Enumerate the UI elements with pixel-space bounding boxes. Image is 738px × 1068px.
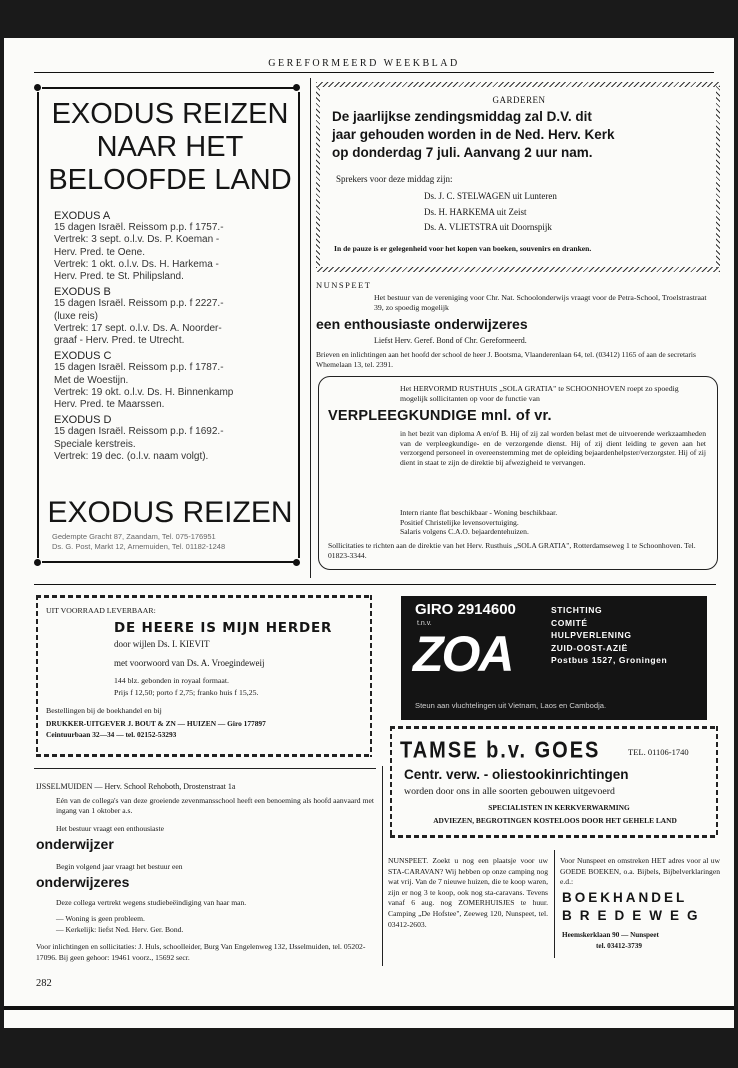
trip-line: Herv. Pred. te Oene. [54,246,145,258]
dashed-border-top [36,595,372,598]
tamse-line1: Centr. verw. - oliestookinrichtingen [404,767,629,782]
address-line: Gedempte Gracht 87, Zaandam, Tel. 075-176951 [52,532,216,541]
trip-line: 15 dagen Israël. Reissom p.p. f 1787.- [54,362,224,374]
trip-line: Herv. Pred. te Maarssen. [54,399,165,411]
exodus-headline [44,98,296,197]
book-author: door wijlen Ds. I. KIEVIT [114,639,210,649]
headline-line: BELOOFDE LAND [48,164,292,196]
bottom-rule [4,1006,734,1010]
trip-line: (luxe reis) [54,310,98,322]
book-foreword: met voorwoord van Ds. A. Vroegindeweij [114,658,265,668]
exodus-ad [34,80,306,570]
trip-line: Vertrek: 3 sept. o.l.v. Ds. P. Koeman - [54,234,220,246]
headline-line: De jaarlijkse zendingsmiddag zal D.V. dit [332,109,592,124]
book-address: Ceintuurbaan 32—34 — tel. 02152-53293 [46,730,177,739]
ijsselmuiden-contact: Voor inlichtingen en sollicitaties: J. Huls, schoolleider, Burg Van Engelenweg 132, IJsselmuiden, tel. 05202-17096. Bij geen gehoor: 19461 voorz., 15692 secr. [36,942,366,962]
garderen-note: In de pauze is er gelegenheid voor het kopen van boeken, souvenirs en dranken. [334,244,592,253]
masthead: GEREFORMEERD WEEKBLAD [268,58,460,69]
trip-line: Herv. Pred. te St. Philipsland. [54,271,184,283]
trip [54,350,294,411]
wavy-border-right [716,86,720,268]
corner-dot [34,84,41,91]
tamse-tel: TEL. 01106-1740 [628,747,689,757]
column-divider [310,78,311,578]
dashed-border-bottom [36,754,372,757]
frame-right [298,92,300,558]
zoa-logo: ZOA [413,626,513,682]
dashed-border-left [36,595,38,757]
garderen-speakers [424,189,714,236]
newspaper-page [4,38,734,1028]
book-kicker: UIT VOORRAAD LEVERBAAR: [46,606,156,615]
garderen-place: GARDEREN [492,95,546,105]
trip-line: Speciale kerstreis. [54,438,136,450]
zoa-org-line: COMITÉ [551,617,588,628]
rusthuis-intro: Het HERVORMD RUSTHUIS „SOLA GRATIA" te SCHOONHOVEN roept zo spoedig mogelijk sollicitanten op voor de functie van [400,384,679,403]
book-price: Prijs f 12,50; porto f 2,75; franko huis f 15,25. [114,688,259,697]
ijsselmuiden-p3: Begin volgend jaar vraagt het bestuur een [56,862,183,871]
trip-label: EXODUS C [54,350,112,363]
exodus-footer-title: EXODUS REIZEN [47,496,293,529]
book-details: 144 blz. gebonden in royaal formaat. [114,676,229,685]
rusthuis-contact: Sollicitaties te richten aan de direktie van het Herv. Rusthuis „SOLA GRATIA", Rotterdamseweg 1 te Schoonhoven. Tel. 01823-3344. [328,541,696,560]
wavy-border-left [316,86,320,268]
frame-top [42,87,296,89]
ijsselmuiden-h1: onderwijzer [36,836,114,852]
ijsselmuiden-h2: onderwijzeres [36,874,130,890]
trip-line: Vertrek: 1 okt. o.l.v. Ds. H. Harkema - [54,258,219,270]
zoa-org-line: Postbus 1527, Groningen [551,655,668,665]
dashed-border-top [390,726,718,729]
column-divider [554,850,555,958]
frame-bottom [42,561,296,563]
exodus-trips [54,210,294,463]
bullet-line: — Kerkelijk: liefst Ned. Herv. Ger. Bond. [56,924,184,934]
dashed-border-right [370,595,372,757]
trip-line: 15 dagen Israël. Reissom p.p. f 2227.- [54,298,224,310]
tamse-name: TAMSE b.v. GOES [400,738,601,764]
exodus-addresses [52,532,296,552]
bookshop-tel: tel. 03412-3739 [596,942,642,950]
extra-line: Salaris volgens C.A.O. bejaardentehuizen. [400,527,529,537]
trip-label: EXODUS B [54,286,111,299]
zoa-giro: GIRO 2914600 [415,601,516,618]
frame-left [37,92,39,558]
trip-line: Vertrek: 19 okt. o.l.v. Ds. H. Binnenkamp [54,386,234,398]
trip-line: graaf - Herv. Pred. te Utrecht. [54,335,185,347]
headline-line: NAAR HET [96,131,244,163]
trip-label: EXODUS A [54,210,111,222]
wavy-border-bottom [316,267,720,272]
caravan-ad: NUNSPEET. Zoekt u nog een plaatsje voor uw STA-CARAVAN? Wij hebben op onze camping nog wat vrij. Van de 7 nieuwe huizen, die te koop waren, zijn er nog 3 te koop, ook nog sta-caravans. Tevens vanaf 6 aug. nog ZOMERHUISJES te huur. Camping „De Hofstee", Zeeweg 120, Nunspeet, tel. 03412-2603. [388,856,548,929]
zoa-org-line: HULPVERLENING [551,630,632,640]
extra-line: Intern riante flat beschikbaar - Woning beschikbaar. [400,508,558,517]
rusthuis-headline: VERPLEEGKUNDIGE mnl. of vr. [328,408,552,424]
trip-line: 15 dagen Israël. Reissom p.p. f 1757.- [54,222,224,234]
ijsselmuiden-bullets [56,914,374,935]
headline-line: op donderdag 7 juli. Aanvang 2 uur nam. [332,145,593,160]
dashed-border-bottom [390,835,718,838]
dashed-border-right [716,726,718,838]
nunspeet-place: NUNSPEET [316,280,372,290]
book-publisher: DRUKKER-UITGEVER J. BOUT & ZN — HUIZEN — Giro 177897 [46,719,266,728]
dashed-border-left [390,726,392,838]
book-title: DE HEERE IS MIJN HERDER [114,620,333,636]
bookshop-intro: Voor Nunspeet en omstreken HET adres voor al uw GOEDE BOEKEN, o.a. Bijbels, Bijbelverklaringen e.d.: [560,856,720,887]
tamse-line4: ADVIEZEN, BEGROTINGEN KOSTELOOS DOOR HET GEHELE LAND [433,816,677,825]
section-rule [34,584,716,585]
zoa-inv: t.n.v. [417,620,432,627]
trip-line: Vertrek: 19 dec. (o.l.v. naam volgt). [54,450,209,462]
headline-line: jaar gehouden worden in de Ned. Herv. Kerk [332,127,615,142]
ijsselmuiden-p4: Deze collega vertrekt wegens studiebeëindiging van haar man. [56,898,247,907]
rusthuis-extras [400,508,706,537]
bookshop-address: Heemskerklaan 90 — Nunspeet [562,931,659,939]
nunspeet-contact: Brieven en inlichtingen aan het hoofd der school de heer J. Bootsma, Vlaanderenlaan 64, tel. (03412) 1165 of aan de secretaris Whemelaan 13, tel. 2391. [316,350,696,369]
page-number: 282 [36,978,52,989]
tamse-line2: worden door ons in alle soorten gebouwen uitgevoerd [404,786,615,797]
trip [54,210,294,283]
nunspeet-intro: Het bestuur van de vereniging voor Chr. Nat. Schoolonderwijs vraagt voor de Petra-School, Troelstrastraat 39, zo spoedig mogelijk [374,293,707,312]
book-order: Bestellingen bij de boekhandel en bij [46,706,162,715]
masthead-rule [34,72,714,73]
rusthuis-body: in het bezit van diploma A en/of B. Hij of zij zal worden belast met de uitvoerende werkzaamheden van de verpleegkundige- en de verzorgende dienst. Hij of zij dient leiding te geven aan het verzorgend personeel in overeenstemming met de opleiding bejaardenhelpster/verzorgster. Hij of zij dient in staat te zijn de direktie bij afwezigheid te vervangen. [400,429,706,467]
zoa-org-line: ZUID-OOST-AZIË [551,642,628,653]
ijsselmuiden-heading: IJSSELMUIDEN — Herv. School Rehoboth, Drostenstraat 1a [36,782,236,791]
bookshop-name1: BOEKHANDEL [562,890,688,905]
bullet-line: — Woning is geen probleem. [56,914,145,923]
tamse-line3: SPECIALISTEN IN KERKVERWARMING [488,803,630,812]
zoa-org [551,604,701,667]
zoa-footer: Steun aan vluchtelingen uit Vietnam, Laos en Cambodja. [415,701,607,710]
address-line: Ds. G. Post, Markt 12, Arnemuiden, Tel. 01182-1248 [52,542,226,551]
speaker: Ds. J. C. STELWAGEN uit Lunteren [424,191,557,201]
trip [54,414,294,463]
nunspeet-headline: een enthousiaste onderwijzeres [316,316,528,332]
section-rule [34,768,376,769]
wavy-border-top [316,82,720,87]
trip-line: 15 dagen Israël. Reissom p.p. f 1692.- [54,426,224,438]
nunspeet-sub: Liefst Herv. Geref. Bond of Chr. Gereformeerd. [374,336,527,345]
speaker: Ds. A. VLIETSTRA uit Doornspijk [424,222,552,232]
ijsselmuiden-p2: Het bestuur vraagt een enthousiaste [56,824,164,833]
speaker: Ds. H. HARKEMA uit Zeist [424,206,527,217]
trip-line: Met de Woestijn. [54,374,129,386]
column-divider [382,766,383,966]
extra-line: Positief Christelijke levensovertuiging. [400,517,519,527]
corner-dot [34,559,41,566]
headline-line: EXODUS REIZEN [51,98,289,130]
zoa-org-line: STICHTING [551,605,603,615]
ijsselmuiden-p1: Eén van de collega's van deze groeiende zevenmansschool heeft een benoeming als hoofd aanvaard met ingang van 1 oktober a.s. [56,796,374,815]
trip-label: EXODUS D [54,414,112,427]
garderen-speakers-intro: Sprekers voor deze middag zijn: [336,174,453,184]
trip-line: Vertrek: 17 sept. o.l.v. Ds. A. Noorder- [54,322,222,334]
trip [54,286,294,347]
zoa-ad [401,596,707,720]
bookshop-name2: BREDEWEG [562,908,706,923]
garderen-headline [332,108,712,162]
